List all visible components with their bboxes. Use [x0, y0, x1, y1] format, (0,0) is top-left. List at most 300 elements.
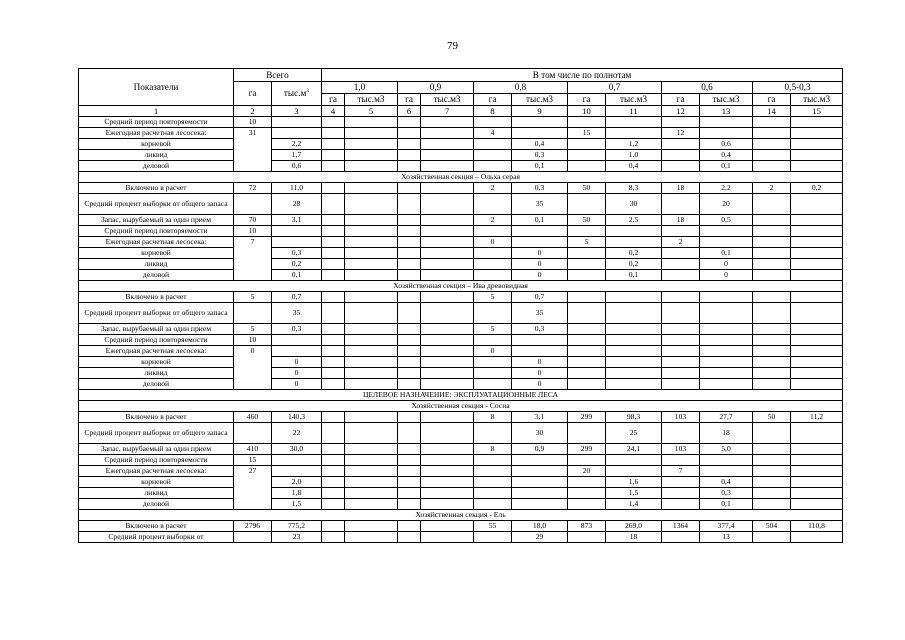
table-cell [421, 532, 474, 543]
table-cell [474, 455, 512, 466]
table-cell: 50 [753, 412, 791, 423]
table-cell [345, 532, 398, 543]
table-cell [421, 412, 474, 423]
table-cell: 0,1 [700, 499, 753, 510]
table-cell [322, 466, 345, 477]
table-cell [345, 335, 398, 346]
table-cell: 15 [568, 128, 606, 139]
row-label: Средний процент выборки от общего запаса [79, 423, 234, 444]
table-cell [234, 499, 272, 510]
table-cell [791, 237, 843, 248]
table-cell [345, 194, 398, 215]
table-row [79, 423, 843, 444]
table-cell [322, 117, 345, 128]
table-cell [753, 335, 791, 346]
table-cell: 10 [234, 335, 272, 346]
table-cell [662, 226, 700, 237]
table-cell: 4 [474, 128, 512, 139]
table-cell [398, 183, 421, 194]
table-cell [568, 292, 606, 303]
density-0-5-0-3-header: 0,5-0,3 [753, 82, 843, 94]
table-cell [791, 259, 843, 270]
table-cell [421, 368, 474, 379]
table-cell [606, 379, 662, 390]
column-number: 3 [272, 106, 322, 117]
table-cell [753, 444, 791, 455]
table-cell: 5 [568, 237, 606, 248]
table-cell [606, 128, 662, 139]
table-cell [421, 183, 474, 194]
table-cell [398, 379, 421, 390]
table-cell: 2 [474, 215, 512, 226]
table-cell [398, 237, 421, 248]
table-cell [421, 292, 474, 303]
row-label: Ежегодная расчетная лесосека: [79, 466, 234, 477]
row-label: Включено в расчет [79, 183, 234, 194]
table-cell [753, 139, 791, 150]
table-row [79, 259, 843, 270]
table-cell: 0 [474, 346, 512, 357]
table-cell [474, 466, 512, 477]
table-cell [568, 455, 606, 466]
table-row [79, 270, 843, 281]
table-cell [322, 455, 345, 466]
table-cell [474, 161, 512, 172]
table-row [79, 532, 843, 543]
table-cell [791, 532, 843, 543]
table-cell [474, 270, 512, 281]
table-cell [568, 346, 606, 357]
table-cell [322, 346, 345, 357]
column-number: 11 [606, 106, 662, 117]
table-cell [474, 303, 512, 324]
table-cell [421, 215, 474, 226]
table-cell [234, 477, 272, 488]
table-cell [753, 324, 791, 335]
table-cell [662, 368, 700, 379]
table-cell [606, 303, 662, 324]
table-cell [700, 357, 753, 368]
table-cell [700, 466, 753, 477]
table-cell [322, 303, 345, 324]
table-cell [234, 357, 272, 368]
table-cell [791, 292, 843, 303]
table-cell [322, 194, 345, 215]
table-cell: 0 [512, 368, 568, 379]
table-row [79, 521, 843, 532]
table-cell [568, 423, 606, 444]
table-cell [398, 477, 421, 488]
table-cell [322, 161, 345, 172]
table-cell [662, 423, 700, 444]
table-cell: 0,6 [700, 139, 753, 150]
row-label: Включено в расчет [79, 521, 234, 532]
table-cell [606, 237, 662, 248]
table-cell [345, 368, 398, 379]
table-cell: 11,2 [791, 412, 843, 423]
table-cell [272, 226, 322, 237]
table-cell [791, 303, 843, 324]
table-cell: 504 [753, 521, 791, 532]
table-cell [474, 150, 512, 161]
table-cell [753, 248, 791, 259]
table-cell [474, 117, 512, 128]
row-label: Средний процент выборки от общего запаса [79, 194, 234, 215]
table-row [79, 303, 843, 324]
sub-volume-header: тыс.м3 [512, 94, 568, 106]
table-cell: 0,4 [700, 477, 753, 488]
table-cell [662, 357, 700, 368]
table-cell [322, 183, 345, 194]
table-cell [753, 270, 791, 281]
table-cell [421, 259, 474, 270]
table-row [79, 248, 843, 259]
table-cell [398, 521, 421, 532]
row-label: корневой [79, 357, 234, 368]
table-cell [753, 292, 791, 303]
table-cell [345, 270, 398, 281]
table-cell: 30,0 [272, 444, 322, 455]
table-cell: 20 [700, 194, 753, 215]
table-cell [791, 270, 843, 281]
table-cell [234, 532, 272, 543]
table-cell [345, 423, 398, 444]
section-title: Хозяйственная секция - Сосна [79, 401, 843, 412]
table-cell: 11,0 [272, 183, 322, 194]
table-cell [512, 117, 568, 128]
table-cell: 10 [234, 226, 272, 237]
table-cell [568, 357, 606, 368]
table-cell [345, 466, 398, 477]
table-cell: 0 [512, 270, 568, 281]
section-header-row [79, 390, 843, 401]
sub-volume-header: тыс.м3 [700, 94, 753, 106]
table-cell: 0,3 [512, 324, 568, 335]
table-cell [753, 477, 791, 488]
column-number: 15 [791, 106, 843, 117]
table-cell [753, 532, 791, 543]
table-cell: 2796 [234, 521, 272, 532]
table-cell [398, 259, 421, 270]
table-cell: 35 [272, 303, 322, 324]
table-cell [700, 226, 753, 237]
table-cell: 27 [234, 466, 272, 477]
table-row [79, 379, 843, 390]
table-cell [474, 499, 512, 510]
table-cell [568, 532, 606, 543]
row-label: Средний период повторяемости [79, 455, 234, 466]
table-row [79, 215, 843, 226]
table-cell [512, 477, 568, 488]
table-cell [512, 237, 568, 248]
column-number: 2 [234, 106, 272, 117]
table-cell [791, 488, 843, 499]
table-cell [421, 346, 474, 357]
table-cell: 50 [568, 183, 606, 194]
table-cell [345, 412, 398, 423]
table-cell [606, 466, 662, 477]
row-label: Включено в расчет [79, 292, 234, 303]
table-cell [474, 139, 512, 150]
row-label: Средний период повторяемости [79, 335, 234, 346]
table-row [79, 477, 843, 488]
table-cell [512, 488, 568, 499]
table-cell: 0,2 [272, 259, 322, 270]
table-cell [606, 292, 662, 303]
sub-ha-header: га [753, 94, 791, 106]
table-cell: 0,1 [700, 161, 753, 172]
table-cell: 3,1 [512, 412, 568, 423]
table-cell [753, 150, 791, 161]
table-cell: 0 [700, 259, 753, 270]
table-cell [421, 466, 474, 477]
table-cell [512, 466, 568, 477]
table-cell [345, 117, 398, 128]
table-cell [753, 466, 791, 477]
table-cell [345, 521, 398, 532]
table-cell [322, 423, 345, 444]
table-cell: 29 [512, 532, 568, 543]
table-cell [421, 455, 474, 466]
table-cell [322, 259, 345, 270]
sub-ha-header: га [322, 94, 345, 106]
total-header: Всего [234, 69, 322, 82]
table-cell: 0,1 [606, 270, 662, 281]
table-cell: 18 [662, 183, 700, 194]
table-cell [421, 226, 474, 237]
table-cell [568, 226, 606, 237]
sub-volume-header: тыс.м3 [606, 94, 662, 106]
table-cell [568, 248, 606, 259]
table-row [79, 128, 843, 139]
row-label: Средний процент выборки от [79, 532, 234, 543]
table-cell [398, 270, 421, 281]
table-cell [662, 455, 700, 466]
table-cell [421, 499, 474, 510]
table-cell [398, 150, 421, 161]
table-cell [398, 423, 421, 444]
table-cell: 1364 [662, 521, 700, 532]
table-cell [753, 161, 791, 172]
table-cell: 0,7 [272, 292, 322, 303]
section-title: Хозяйственная секция – Ольха серая [79, 172, 843, 183]
table-cell [398, 324, 421, 335]
table-cell: 55 [474, 521, 512, 532]
table-cell [345, 237, 398, 248]
table-cell: 1,4 [606, 499, 662, 510]
table-cell: 3,1 [272, 215, 322, 226]
table-cell [398, 499, 421, 510]
total-ha-header: га [234, 82, 272, 106]
table-cell: 70 [234, 215, 272, 226]
sub-ha-header: га [662, 94, 700, 106]
table-row [79, 194, 843, 215]
table-cell: 30 [606, 194, 662, 215]
table-cell [272, 117, 322, 128]
table-cell [753, 215, 791, 226]
table-cell [398, 412, 421, 423]
table-cell [791, 248, 843, 259]
table-cell [322, 444, 345, 455]
table-cell [662, 270, 700, 281]
table-cell [753, 259, 791, 270]
table-cell: 1,7 [272, 150, 322, 161]
table-cell [234, 248, 272, 259]
table-cell [753, 226, 791, 237]
table-cell [568, 194, 606, 215]
table-row [79, 466, 843, 477]
table-cell [568, 259, 606, 270]
table-cell: 775,2 [272, 521, 322, 532]
table-cell: 2,5 [606, 215, 662, 226]
table-cell [272, 128, 322, 139]
table-cell [322, 248, 345, 259]
table-cell [345, 128, 398, 139]
table-cell [791, 346, 843, 357]
table-cell [345, 139, 398, 150]
table-cell [753, 379, 791, 390]
table-cell: 873 [568, 521, 606, 532]
table-cell [791, 357, 843, 368]
table-row [79, 161, 843, 172]
allowable-cut-table [78, 68, 843, 543]
table-cell [606, 455, 662, 466]
table-cell: 1,5 [606, 488, 662, 499]
table-cell: 0 [512, 259, 568, 270]
table-cell: 7 [662, 466, 700, 477]
table-cell [398, 226, 421, 237]
table-cell: 410 [234, 444, 272, 455]
table-cell [345, 357, 398, 368]
table-cell: 5 [234, 292, 272, 303]
row-label: деловой [79, 499, 234, 510]
table-cell: 0,4 [606, 161, 662, 172]
table-cell: 0 [512, 357, 568, 368]
table-cell [474, 259, 512, 270]
table-cell [322, 324, 345, 335]
table-cell: 30 [512, 423, 568, 444]
table-cell [568, 161, 606, 172]
table-cell [322, 292, 345, 303]
table-cell [606, 324, 662, 335]
table-cell [662, 117, 700, 128]
table-cell [791, 423, 843, 444]
table-cell [606, 226, 662, 237]
sub-ha-header: га [474, 94, 512, 106]
table-cell: 22 [272, 423, 322, 444]
table-cell [791, 455, 843, 466]
table-cell [662, 161, 700, 172]
table-cell [662, 532, 700, 543]
column-number: 8 [474, 106, 512, 117]
table-cell [345, 444, 398, 455]
table-cell: 15 [234, 455, 272, 466]
table-cell [753, 499, 791, 510]
table-cell [345, 259, 398, 270]
table-cell [662, 324, 700, 335]
table-cell [322, 488, 345, 499]
table-cell [345, 183, 398, 194]
table-cell [421, 139, 474, 150]
table-cell [512, 346, 568, 357]
table-cell [606, 346, 662, 357]
table-cell [345, 499, 398, 510]
table-row [79, 237, 843, 248]
table-cell [421, 270, 474, 281]
table-cell [234, 368, 272, 379]
table-cell [345, 488, 398, 499]
table-cell [322, 237, 345, 248]
table-cell [512, 335, 568, 346]
section-header-row [79, 510, 843, 521]
row-label: Запас, вырубаемый за один прием [79, 444, 234, 455]
table-cell [345, 303, 398, 324]
table-cell [662, 488, 700, 499]
table-cell [700, 346, 753, 357]
section-title: Хозяйственная секция – Ива древовидная [79, 281, 843, 292]
table-cell: 8 [474, 412, 512, 423]
table-cell [398, 128, 421, 139]
table-cell [700, 324, 753, 335]
row-label: ликвид [79, 150, 234, 161]
table-row [79, 335, 843, 346]
table-cell [791, 444, 843, 455]
column-number: 14 [753, 106, 791, 117]
column-number-row [79, 106, 843, 117]
table-cell [512, 499, 568, 510]
table-cell [753, 346, 791, 357]
table-cell: 27,7 [700, 412, 753, 423]
table-cell: 98,3 [606, 412, 662, 423]
table-cell [272, 466, 322, 477]
table-cell [322, 226, 345, 237]
table-cell: 0,1 [272, 270, 322, 281]
table-cell [322, 532, 345, 543]
table-cell: 0,1 [512, 161, 568, 172]
table-cell [234, 379, 272, 390]
table-cell [398, 161, 421, 172]
section-header-row [79, 281, 843, 292]
table-cell [322, 150, 345, 161]
table-cell [322, 215, 345, 226]
sub-volume-header: тыс.м3 [421, 94, 474, 106]
table-cell [568, 499, 606, 510]
table-cell [398, 194, 421, 215]
table-cell [512, 455, 568, 466]
table-cell [791, 368, 843, 379]
table-cell [791, 466, 843, 477]
table-cell [272, 346, 322, 357]
table-cell [474, 532, 512, 543]
table-cell: 140,3 [272, 412, 322, 423]
table-cell [474, 357, 512, 368]
density-0-6-header: 0,6 [662, 82, 753, 94]
table-cell [568, 379, 606, 390]
table-cell: 25 [606, 423, 662, 444]
table-cell: 2 [753, 183, 791, 194]
table-cell: 1,8 [272, 488, 322, 499]
table-cell [345, 324, 398, 335]
table-cell [421, 150, 474, 161]
table-cell: 35 [512, 194, 568, 215]
table-cell [345, 477, 398, 488]
column-number: 1 [79, 106, 234, 117]
table-cell [662, 150, 700, 161]
table-cell [398, 444, 421, 455]
density-group-header: В том числе по полнотам [322, 69, 843, 82]
table-cell [753, 303, 791, 324]
sub-ha-header: га [568, 94, 606, 106]
